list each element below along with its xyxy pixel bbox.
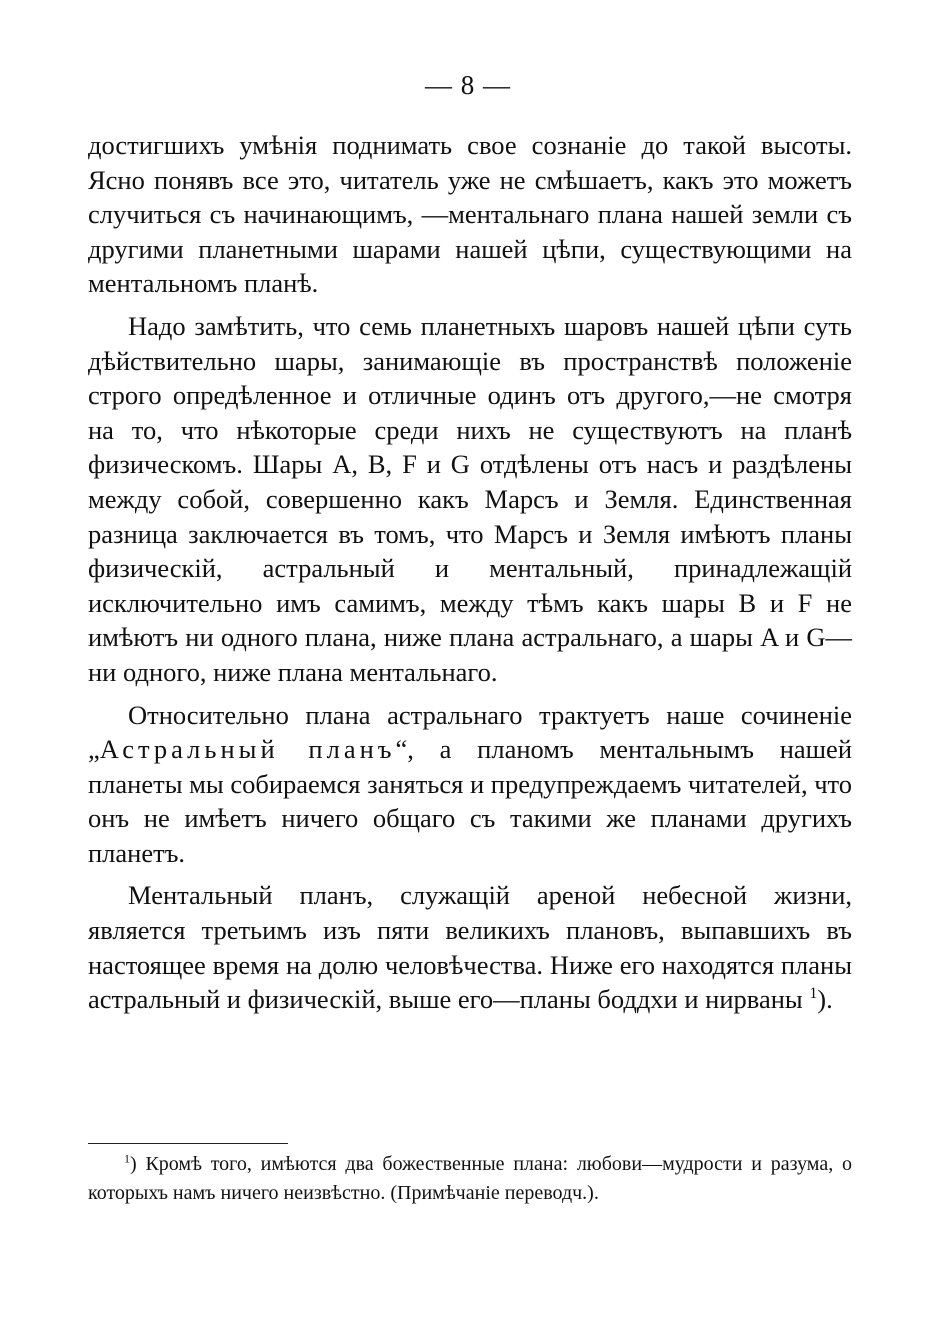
paragraph-4 xyxy=(88,878,852,1016)
paragraph-3-end: “, а планомъ ментальнымъ нашей планеты мы собираемся заняться и предупреждаемъ читателей, что онъ не имѣетъ ничего общаго съ такими же планами другихъ планетъ. xyxy=(88,734,853,868)
paragraph-4-text: Ментальный планъ, служащій ареной небесной жизни, является третьимъ изъ пяти великихъ плановъ, выпавшихъ въ настоящее время на долю человѣчества. Ниже его находятся планы астральный и физическій, выше его—планы боддхи и нирваны xyxy=(88,880,852,1015)
body-text xyxy=(88,128,852,1025)
paragraph-4-end: ). xyxy=(817,984,833,1015)
paragraph-2: Надо замѣтить, что семь планетныхъ шаровъ нашей цѣпи суть дѣйствительно шары, занимающіе въ пространствѣ положеніе строго опредѣленное и отличные одинъ отъ другого,—не смотря на то, что нѣкоторые среди нихъ не существуютъ на планѣ физическомъ. Шары A, B, F и G отдѣлены отъ насъ и раздѣлены между собой, совершенно какъ Марсъ и Земля. Единственная разница заключается въ томъ, что Марсъ и Земля имѣютъ планы физическій, астральный и ментальный, принадлежащій исключительно имъ самимъ, между тѣмъ какъ шары B и F не имѣютъ ни одного плана, ниже плана астральнаго, а шары A и G—ни одного, ниже плана ментальнаго. xyxy=(88,310,852,687)
paragraph-1: достигшихъ умѣнія поднимать свое сознаніе до такой высоты. Ясно понявъ все это, читатель уже не смѣшаетъ, какъ это можетъ случиться съ начинающимъ, —ментальнаго плана нашей земли съ другими планетными шарами нашей цѣпи, существующими на ментальномъ планѣ. xyxy=(88,130,852,299)
paragraph-3 xyxy=(88,698,852,871)
footnote-text: Кромѣ того, имѣются два божественные плана: любови—мудрости и разума, о которыхъ намъ ничего неизвѣстно. (Примѣчаніе переводч.). xyxy=(88,1153,852,1204)
footnote-marker-close: ) xyxy=(130,1153,137,1175)
footnote-reference[interactable]: 1 xyxy=(809,985,818,1003)
footnote xyxy=(88,1150,852,1208)
book-title-reference: Астральный планъ xyxy=(99,734,396,765)
paragraph-3-start: Относительно плана астральнаго трактуетъ наше сочиненіе „ xyxy=(88,699,852,765)
footnote-paragraph xyxy=(88,1150,852,1208)
footnote-marker: 1 xyxy=(124,1151,130,1166)
footnote-divider xyxy=(88,1143,288,1144)
page-number: — 8 — xyxy=(425,70,511,100)
